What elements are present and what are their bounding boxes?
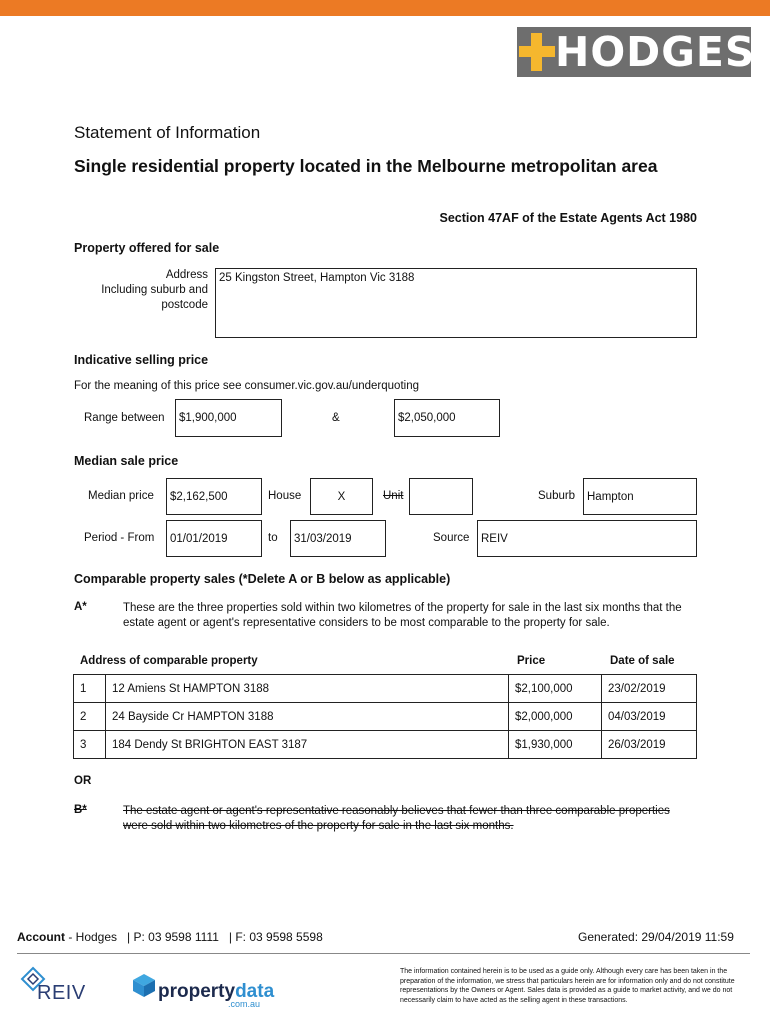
option-b-text: The estate agent or agent's representative reasonably believes that fewer than three comparable properties were sold within two kilometres of the property for sale in the last six months. [123, 805, 670, 832]
unit-checkbox[interactable] [409, 478, 473, 515]
propertydata-cube-icon [131, 972, 157, 998]
address-label-line: Address [165, 269, 208, 281]
address-label-line: postcode [161, 299, 208, 311]
row-date[interactable]: 04/03/2019 [602, 703, 697, 731]
period-to-field[interactable]: 31/03/2019 [290, 520, 386, 557]
row-price[interactable]: $2,100,000 [509, 675, 602, 703]
comparable-heading: Comparable property sales (*Delete A or B below as applicable) [74, 572, 451, 586]
or-label: OR [74, 775, 92, 787]
median-heading: Median sale price [74, 454, 179, 468]
propertydata-domain: .com.au [228, 999, 261, 1009]
row-number: 2 [74, 703, 106, 731]
disclaimer-text: The information contained herein is to be used as a guide only. Although every care has been taken in the preparation of the information, we stress that particulars herein are for information only and do not constitute representations by the Owners or Agent. Sales data is provided as a guide to market activity, and we do not necessarily claim to have acted as the selling agent in these transactions. [400, 968, 735, 1004]
logo-plus-horizontal [519, 46, 555, 57]
row-price[interactable]: $1,930,000 [509, 731, 602, 759]
col-header-address: Address of comparable property [80, 655, 258, 667]
source-label: Source [433, 532, 470, 544]
propertydata-word-1: property [158, 981, 236, 1002]
address-field[interactable]: 25 Kingston Street, Hampton Vic 3188 [215, 268, 697, 338]
footer-divider [17, 953, 750, 954]
comparable-table [73, 674, 697, 759]
hodges-logo [517, 27, 756, 77]
option-a-label: A* [74, 601, 87, 613]
unit-label: Unit [383, 490, 404, 502]
document-title: Statement of Information [74, 123, 261, 142]
generated-timestamp: Generated: 29/04/2019 11:59 [578, 930, 734, 944]
option-b-label: B* [74, 804, 87, 816]
median-price-field[interactable]: $2,162,500 [166, 478, 262, 515]
account-label: Account [17, 930, 65, 944]
legal-section: Section 47AF of the Estate Agents Act 1980 [439, 211, 697, 225]
median-price-label: Median price [88, 490, 154, 502]
reiv-logo-text: REIV [37, 982, 86, 1004]
period-label: Period - From [84, 532, 155, 544]
row-number: 1 [74, 675, 106, 703]
table-row [74, 703, 697, 731]
logo-wordmark: HODGES [555, 28, 756, 76]
period-from-field[interactable]: 01/01/2019 [166, 520, 262, 557]
house-checkbox[interactable]: X [310, 478, 373, 515]
row-price[interactable]: $2,000,000 [509, 703, 602, 731]
table-row [74, 675, 697, 703]
col-header-price: Price [517, 655, 546, 667]
row-address[interactable]: 184 Dendy St BRIGHTON EAST 3187 [106, 731, 509, 759]
row-date[interactable]: 26/03/2019 [602, 731, 697, 759]
row-number: 3 [74, 731, 106, 759]
address-label [80, 268, 208, 313]
top-accent-bar [0, 0, 770, 16]
suburb-field[interactable]: Hampton [583, 478, 697, 515]
propertydata-word-2: data [235, 981, 275, 1002]
indicative-heading: Indicative selling price [74, 353, 209, 367]
option-a-text: These are the three properties sold within two kilometres of the property for sale in the last six months that the estate agent or agent's representative considers to be most comparable to the property for sale. [123, 602, 682, 629]
house-label: House [268, 490, 302, 502]
row-date[interactable]: 23/02/2019 [602, 675, 697, 703]
range-label: Range between [84, 412, 165, 424]
ampersand: & [332, 412, 340, 424]
period-to-label: to [268, 532, 278, 544]
price-high-field[interactable]: $2,050,000 [394, 399, 500, 437]
suburb-label: Suburb [538, 490, 576, 502]
source-field[interactable]: REIV [477, 520, 697, 557]
underquoting-note: For the meaning of this price see consumer.vic.gov.au/underquoting [74, 380, 419, 392]
col-header-date: Date of sale [610, 655, 675, 667]
price-low-field[interactable]: $1,900,000 [175, 399, 282, 437]
address-label-line: Including suburb and [101, 284, 208, 296]
row-address[interactable]: 24 Bayside Cr HAMPTON 3188 [106, 703, 509, 731]
account-contact: - Hodges | P: 03 9598 1111 | F: 03 9598 5598 [65, 930, 323, 944]
property-heading: Property offered for sale [74, 241, 220, 255]
account-info [17, 930, 323, 944]
table-row [74, 731, 697, 759]
document-heading: Single residential property located in the Melbourne metropolitan area [74, 156, 658, 176]
row-address[interactable]: 12 Amiens St HAMPTON 3188 [106, 675, 509, 703]
